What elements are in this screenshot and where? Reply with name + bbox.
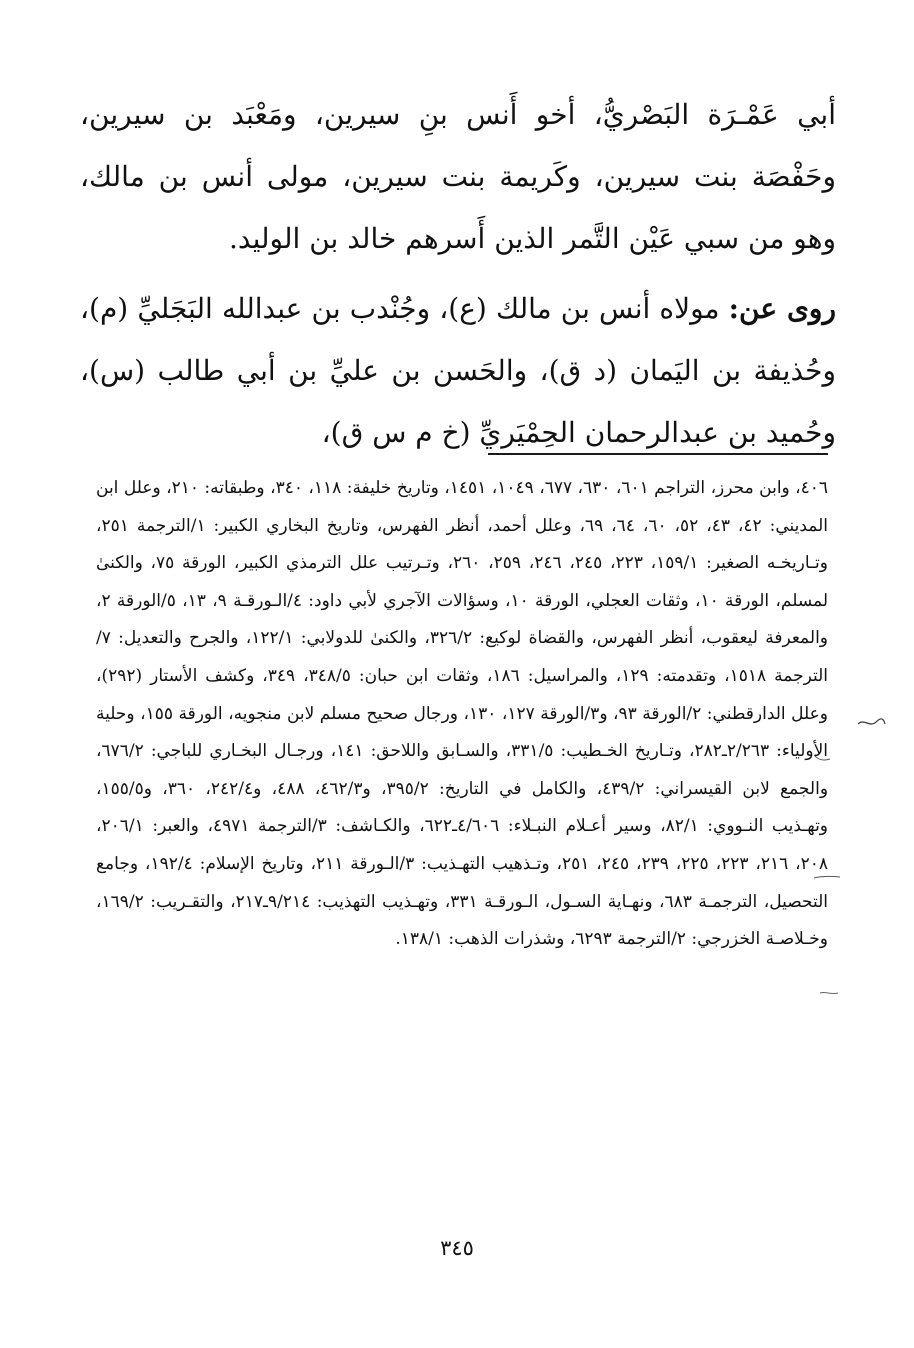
footnotes	[96, 470, 828, 959]
margin-pen-mark	[812, 752, 842, 766]
riwaya-heading: روى عن:	[728, 292, 836, 325]
main-text	[80, 84, 836, 464]
main-paragraph-1: أبي عَمْـرَة البَصْريُّ، أخو أَنس بنِ سيرين، ومَعْبَد بن سيرين، وحَفْصَة بنت سيرين، وكَريمة بنت سيرين، مولى أنس بن مالك، وهو من سبي عَيْن التَّمر الذين أَسرهم خالد بن الوليد.	[80, 98, 836, 255]
main-paragraph-2	[80, 278, 836, 464]
margin-pen-mark	[818, 986, 848, 1000]
margin-pen-mark	[812, 870, 842, 884]
riwaya-text: مولاه أنس بن مالك (ع)، وجُنْدب بن عبدالله البَجَليِّ (م)، وحُذيفة بن اليَمان (د ق)، والحَسن بن عليِّ بن أبي طالب (س)، وحُميد بن عبدالرحمان الحِمْيَريِّ (خ م س ق)،	[80, 292, 836, 449]
margin-pen-mark	[856, 716, 886, 730]
footnote-separator	[488, 453, 828, 455]
footnote-text: ٤٠٦، وابن محرز، التراجم ٦٠١، ٦٣٠، ٦٧٧، ١٠٤٩، ١٤٥١، وتاريخ خليفة: ١١٨، ٣٤٠، وطبقاته: ٢١٠، وعلل ابن المديني: ٤٢، ٤٣، ٥٢، ٦٠، ٦٤، ٦٩، وعلل أحمد، أنظر الفهرس، وتاريخ البخاري الكبير: ١/الترجمة ٢٥١، وتـاريخـه الصغير: ١٥٩/١، ٢٢٣، ٢٤٥، ٢٤٦، ٢٥٩، ٢٦٠، وتـرتيب علل الترمذي الكبير، الورقة ٧٥، والكنىٰ لمسلم، الورقة ١٠، وثقات العجلي، الورقة ١٠، وسؤالات الآجري لأبي داود: ٤/الـورقـة ٩، ١٣، ٥/الورقة ٢، والمعرفة ليعقوب، أنظر الفهرس، والقضاة لوكيع: ٣٢٦/٢، والكنىٰ للدولابي: ١٢٢/١، والجرح والتعديل: ٧/الترجمة ١٥١٨، وتقدمته: ١٢٩، والمراسيل: ١٨٦، وثقات ابن حبان: ٣٤٨/٥، ٣٤٩، وكشف الأستار (٢٩٢)، وعلل الدارقطني: ٢/الورقة ٩٣، و٣/الورقة ١٢٧، ١٣٠، ورجال صحيح مسلم لابن منجويه، الورقة ١٥٥، وحلية الأولياء: ٢/٢٦٣ـ٢٨٢، وتـاريخ الخـطيب: ٣٣١/٥، والسـابق واللاحق: ١٤١، ورجـال البخـاري للباجي: ٦٧٦/٢، والجمع لابن القيسراني: ٤٣٩/٢، والكامل في التاريخ: ٣٩٥/٢، و٤٦٢/٣، ٤٨٨، و٢٤٢/٤، ٣٦٠، و١٥٥/٥، وتهـذيب النـووي: ٨٢/١، وسير أعـلام النبـلاء: ٤/٦٠٦ـ٦٢٢، والكـاشف: ٣/الترجمة ٤٩٧١، والعبر: ٢٠٦/١، ٢٠٨، ٢١٦، ٢٢٣، ٢٢٥، ٢٣٩، ٢٤٥، ٢٥١، وتـذهيب التهـذيب: ٣/الـورقة ٢١١، وتاريخ الإسلام: ١٩٢/٤، وجامع التحصيل، الترجمـة ٦٨٣، ونهـاية السـول، الـورقـة ٣٣١، وتهـذيب التهذيب: ٩/٢١٤ـ٢١٧، والتقـريب: ١٦٩/٢، وخـلاصـة الخزرجي: ٢/الترجمة ٦٢٩٣، وشذرات الذهب: ١٣٨/١.	[96, 478, 829, 950]
page-number: ٣٤٥	[440, 1236, 474, 1260]
